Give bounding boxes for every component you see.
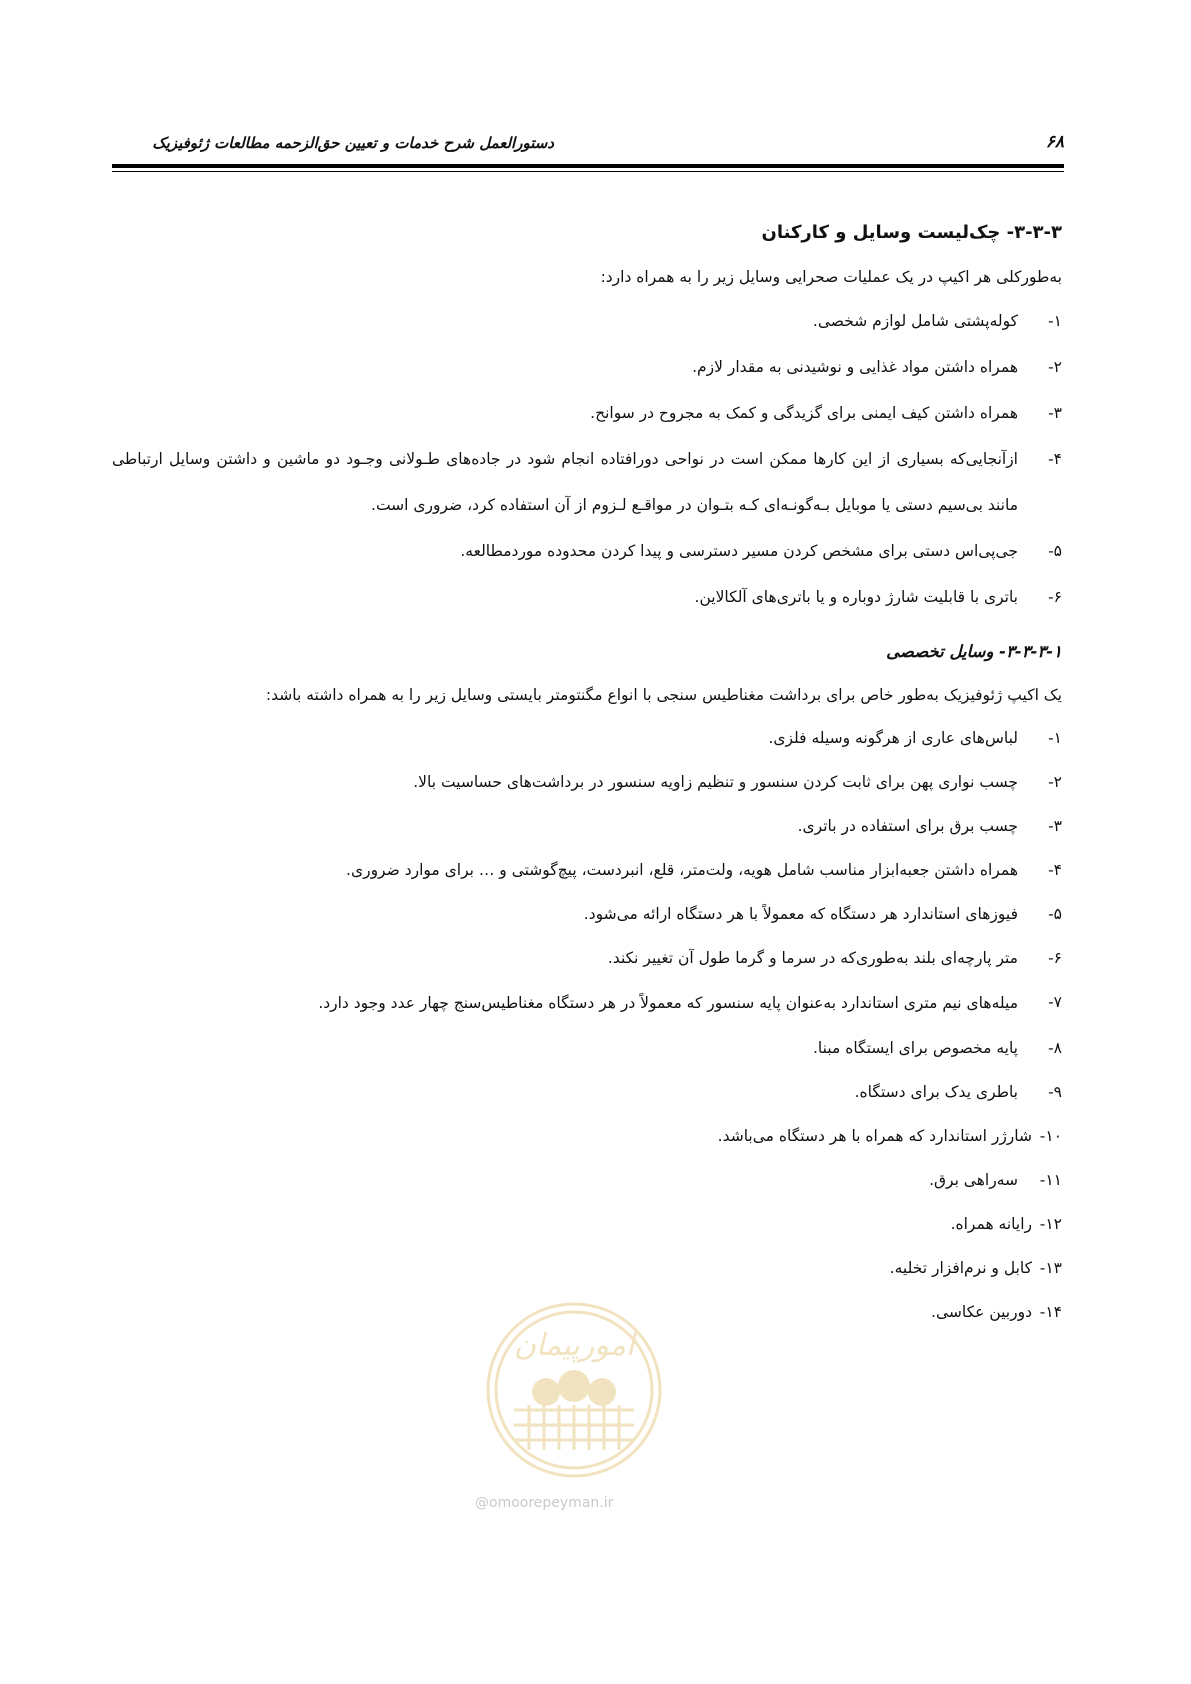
list-item-text: کابل و نرم‌افزار تخلیه. [889,1259,1032,1277]
list-item-text: باتری با قابلیت شارژ دوباره و یا باتری‌های آلکالاین. [694,588,1018,606]
list-item-number: ۱۲- [1039,1215,1062,1233]
list-item-number: ۴- [1048,450,1062,468]
list-item-number: ۲- [1048,358,1062,376]
page-body [112,208,1062,1334]
list-item-text: پایه مخصوص برای ایستگاه مبنا. [812,1039,1018,1057]
list-item-number: ۱- [1048,312,1062,330]
list-item [112,298,1062,344]
list-item-number: ۱- [1048,729,1062,747]
list-item-number: ۷- [1048,993,1062,1011]
list-item-text: لباس‌های عاری از هرگونه وسیله فلزی. [768,729,1018,747]
equipment-list [112,298,1062,620]
list-item [112,390,1062,436]
list-item-text: همراه داشتن جعبه‌ابزار مناسب شامل هویه، ولت‌متر، قلع، انبردست، پیچ‌گوشتی و … برای موارد ضروری. [346,861,1018,879]
list-item-number: ۶- [1048,949,1062,967]
list-item [112,936,1062,980]
list-item-text: دوربین عکاسی. [931,1303,1032,1321]
list-item-text: چسب نواری پهن برای ثابت کردن سنسور و تنظیم زاویه سنسور در برداشت‌های حساسیت بالا. [413,773,1018,791]
list-item-number: ۵- [1048,542,1062,560]
list-item [112,1026,1062,1070]
subsection-heading: ۳-۳-۳-۱- وسایل تخصصی [886,642,1062,661]
list-item-text: شارژر استاندارد که همراه با هر دستگاه می‌باشد. [717,1127,1032,1145]
header-rule-thin [112,171,1064,172]
list-item [112,892,1062,936]
list-item-number: ۱۴- [1039,1303,1062,1321]
list-item-text: متر پارچه‌ای بلند به‌طوری‌که در سرما و گرما طول آن تغییر نکند. [607,949,1018,967]
list-item-number: ۹- [1048,1083,1062,1101]
section-intro: به‌طورکلی هر اکیپ در یک عملیات صحرایی وسایل زیر را به همراه دارد: [600,268,1062,286]
list-item-number: ۱۱- [1039,1171,1062,1189]
list-item-number: ۱۰- [1039,1127,1062,1145]
watermark-logo-text: امورپیمان [513,1328,635,1363]
list-item [112,716,1062,760]
list-item-number: ۶- [1048,588,1062,606]
list-item-text: میله‌های نیم متری استاندارد به‌عنوان پایه سنسور که معمولاً در هر دستگاه مغناطیس‌سنج چهار عدد وجود دارد. [318,994,1018,1012]
list-item-text: چسب برق برای استفاده در باتری. [797,817,1018,835]
list-item-text: جی‌پی‌اس دستی برای مشخص کردن مسیر دسترسی و پیدا کردن محدوده موردمطالعه. [460,542,1018,560]
list-item-text: کوله‌پشتی شامل لوازم شخصی. [812,312,1018,330]
page-number: ۶۸ [1045,132,1064,152]
list-item-number: ۲- [1048,773,1062,791]
list-item [112,1158,1062,1202]
list-item-number: ۴- [1048,861,1062,879]
subsection-intro: یک اکیپ ژئوفیزیک به‌طور خاص برای برداشت مغناطیس سنجی با انواع مگنتومتر بایستی وسایل زیر را به همراه داشته باشد: [265,686,1062,704]
list-item [112,344,1062,390]
list-item [112,760,1062,804]
list-item-text: سه‌راهی برق. [929,1171,1018,1189]
list-item-text: همراه داشتن کیف ایمنی برای گزیدگی و کمک به مجروح در سوانح. [590,404,1018,422]
list-item [112,1202,1062,1246]
list-item [112,528,1062,574]
list-item [112,1246,1062,1290]
running-title: دستورالعمل شرح خدمات و تعیین حق‌الزحمه مطالعات ژئوفیزیک [152,134,554,152]
list-item-text: ازآنجایی‌که بسیاری از این کارها ممکن است در نواحی دورافتاده انجام شود در جاده‌های طـولانی وجـود دو ماشین و داشتن وسایل ارتباطی مانند بی‌سیم دستی یا موبایل بـه‌گونـه‌ای کـه بتـوان در مواقـع لـزوم از آن استفاده کرد، ضروری است. [112,450,1018,514]
list-item [112,1070,1062,1114]
list-item-text: باطری یدک برای دستگاه. [854,1083,1018,1101]
list-item [112,436,1062,528]
list-item-text: رایانه همراه. [950,1215,1032,1233]
list-item [112,1114,1062,1158]
list-item [112,848,1062,892]
list-item [112,574,1062,620]
page-header [112,118,1064,174]
section-heading: ۳-۳-۳- چک‌لیست وسایل و کارکنان [761,222,1062,243]
list-item-text: فیوزهای استاندارد هر دستگاه که معمولاً با هر دستگاه ارائه می‌شود. [583,905,1018,923]
specialized-equipment-list [112,716,1062,1334]
list-item-number: ۸- [1048,1039,1062,1057]
list-item-number: ۳- [1048,817,1062,835]
header-rule-thick [112,164,1064,168]
list-item-text: همراه داشتن مواد غذایی و نوشیدنی به مقدار لازم. [692,358,1018,376]
list-item-number: ۳- [1048,404,1062,422]
watermark-logo-icon [484,1300,664,1480]
list-item [112,980,1062,1026]
list-item-number: ۱۳- [1039,1259,1062,1277]
list-item-number: ۵- [1048,905,1062,923]
watermark-url: @omoorepeyman.ir [475,1495,614,1511]
list-item [112,804,1062,848]
